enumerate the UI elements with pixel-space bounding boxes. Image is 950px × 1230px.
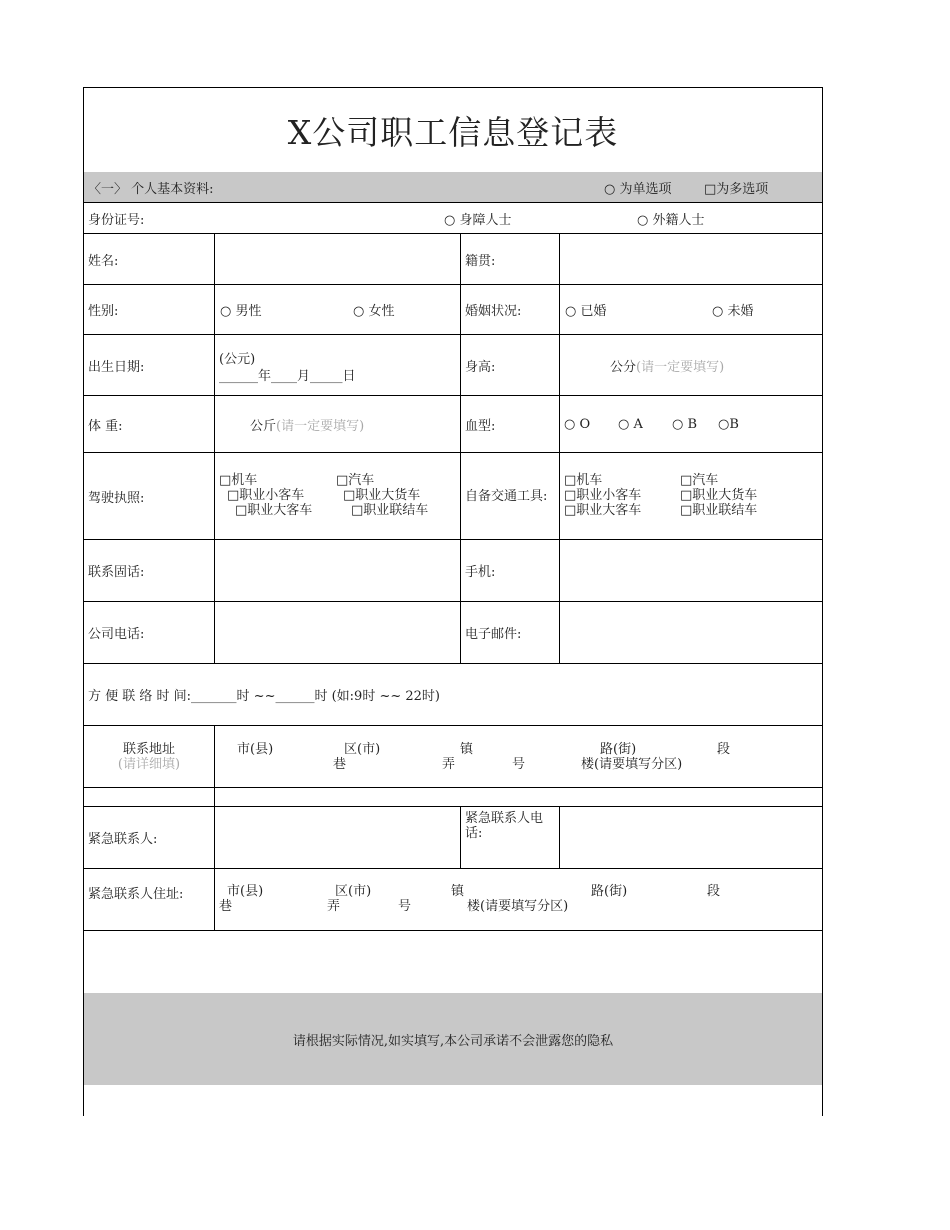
emergency-contact-label: 紧急联系人: bbox=[84, 807, 215, 869]
emergency-phone-label: 紧急联系人电话: bbox=[461, 807, 560, 869]
emergency-alley: 弄 bbox=[327, 899, 341, 914]
transport-trailer-checkbox[interactable]: □职业联结车 bbox=[680, 503, 758, 518]
emergency-district: 区(市) bbox=[335, 884, 372, 899]
married-radio[interactable]: ○ 已婚 bbox=[565, 304, 607, 319]
hometown-label: 籍贯: bbox=[461, 234, 560, 285]
disabled-radio[interactable]: ○ 身障人士 bbox=[444, 212, 512, 228]
emergency-town: 镇 bbox=[451, 884, 465, 899]
unmarried-radio[interactable]: ○ 未婚 bbox=[712, 304, 754, 319]
email-label: 电子邮件: bbox=[461, 602, 560, 664]
spacer-cell bbox=[215, 788, 822, 807]
section-header bbox=[84, 172, 822, 203]
emergency-number: 号 bbox=[398, 899, 412, 914]
address-town: 镇 bbox=[460, 742, 474, 757]
legend-multi: □为多选项 bbox=[704, 181, 769, 197]
transport-options bbox=[560, 453, 822, 540]
company-phone-input[interactable] bbox=[215, 602, 461, 664]
form-title: X公司职工信息登记表 bbox=[84, 88, 822, 173]
address-floor: 楼(请要填写分区) bbox=[581, 757, 683, 772]
birth-date-field[interactable] bbox=[215, 335, 461, 396]
legend-single: ○ 为单选项 bbox=[604, 181, 672, 197]
transport-car-checkbox[interactable]: □汽车 bbox=[680, 473, 719, 488]
weight-unit: 公斤 bbox=[250, 418, 277, 434]
license-truck-checkbox[interactable]: □职业大货车 bbox=[343, 488, 421, 503]
address-label-cell bbox=[84, 726, 215, 788]
email-input[interactable] bbox=[560, 602, 822, 664]
blood-b-radio[interactable]: ○ B bbox=[672, 416, 698, 432]
gender-male-radio[interactable]: ○ 男性 bbox=[220, 304, 262, 319]
license-bus-checkbox[interactable]: □职业大客车 bbox=[235, 503, 313, 518]
emergency-phone-input[interactable] bbox=[560, 807, 822, 869]
license-options bbox=[215, 453, 461, 540]
address-alley: 弄 bbox=[442, 757, 456, 772]
gender-options bbox=[215, 285, 461, 335]
height-label: 身高: bbox=[461, 335, 560, 396]
company-phone-label: 公司电话: bbox=[84, 602, 215, 664]
transport-taxi-checkbox[interactable]: □职业小客车 bbox=[564, 488, 642, 503]
spacer-cell bbox=[84, 788, 215, 807]
emergency-contact-input[interactable] bbox=[215, 807, 461, 869]
privacy-note: 请根据实际情况,如实填写,本公司承诺不会泄露您的隐私 bbox=[84, 993, 822, 1085]
registration-form bbox=[83, 87, 823, 1116]
address-lane: 巷 bbox=[333, 757, 347, 772]
license-label: 驾驶执照: bbox=[84, 453, 215, 540]
name-input[interactable] bbox=[215, 234, 461, 285]
license-taxi-checkbox[interactable]: □职业小客车 bbox=[227, 488, 305, 503]
address-city: 市(县) bbox=[237, 742, 274, 757]
address-district: 区(市) bbox=[344, 742, 381, 757]
emergency-address-input[interactable] bbox=[215, 869, 822, 931]
landline-label: 联系固话: bbox=[84, 540, 215, 602]
license-trailer-checkbox[interactable]: □职业联结车 bbox=[351, 503, 429, 518]
emergency-city: 市(县) bbox=[227, 884, 264, 899]
birth-label: 出生日期: bbox=[84, 335, 215, 396]
hometown-input[interactable] bbox=[560, 234, 822, 285]
weight-hint: (请一定要填写) bbox=[276, 418, 365, 434]
contact-time-field[interactable]: 方 便 联 络 时 间:_______时 ~~______时 (如:9时 ~~ 22时) bbox=[84, 664, 822, 726]
marital-options bbox=[560, 285, 822, 335]
gender-label: 性别: bbox=[84, 285, 215, 335]
name-label: 姓名: bbox=[84, 234, 215, 285]
address-road: 路(街) bbox=[600, 742, 637, 757]
mobile-input[interactable] bbox=[560, 540, 822, 602]
address-label: 联系地址 bbox=[122, 742, 175, 757]
address-hint: (请详细填) bbox=[117, 757, 181, 772]
emergency-section: 段 bbox=[707, 884, 721, 899]
blood-o-radio[interactable]: ○ O bbox=[564, 416, 591, 432]
weight-input[interactable] bbox=[215, 396, 461, 453]
section-label: 〈一〉 个人基本资料: bbox=[88, 181, 214, 197]
blood-options bbox=[560, 396, 822, 453]
license-car-checkbox[interactable]: □汽车 bbox=[336, 473, 375, 488]
mobile-label: 手机: bbox=[461, 540, 560, 602]
address-section: 段 bbox=[717, 742, 731, 757]
height-unit: 公分 bbox=[610, 359, 637, 375]
transport-bus-checkbox[interactable]: □职业大客车 bbox=[564, 503, 642, 518]
marital-label: 婚姻状况: bbox=[461, 285, 560, 335]
emergency-address-label: 紧急联系人住址: bbox=[84, 869, 215, 931]
weight-label: 体 重: bbox=[84, 396, 215, 453]
blood-ob-radio[interactable]: ○B bbox=[718, 416, 739, 432]
birth-era: (公元) bbox=[219, 352, 256, 367]
transport-truck-checkbox[interactable]: □职业大货车 bbox=[680, 488, 758, 503]
emergency-road: 路(街) bbox=[591, 884, 628, 899]
blood-label: 血型: bbox=[461, 396, 560, 453]
birth-date-line[interactable]: ______年____月_____日 bbox=[219, 369, 356, 384]
address-input[interactable] bbox=[215, 726, 822, 788]
blood-a-radio[interactable]: ○ A bbox=[618, 416, 643, 432]
height-hint: (请一定要填写) bbox=[636, 359, 725, 375]
license-moto-checkbox[interactable]: □机车 bbox=[219, 473, 258, 488]
gender-female-radio[interactable]: ○ 女性 bbox=[353, 304, 395, 319]
height-input[interactable] bbox=[560, 335, 822, 396]
id-number-row[interactable] bbox=[84, 203, 822, 234]
address-number: 号 bbox=[512, 757, 526, 772]
transport-moto-checkbox[interactable]: □机车 bbox=[564, 473, 603, 488]
blank-row bbox=[84, 931, 822, 993]
landline-input[interactable] bbox=[215, 540, 461, 602]
emergency-lane: 巷 bbox=[219, 899, 233, 914]
transport-label: 自备交通工具: bbox=[461, 453, 560, 540]
id-number-label: 身份证号: bbox=[88, 212, 145, 228]
emergency-floor: 楼(请要填写分区) bbox=[467, 899, 569, 914]
foreign-radio[interactable]: ○ 外籍人士 bbox=[637, 212, 705, 228]
